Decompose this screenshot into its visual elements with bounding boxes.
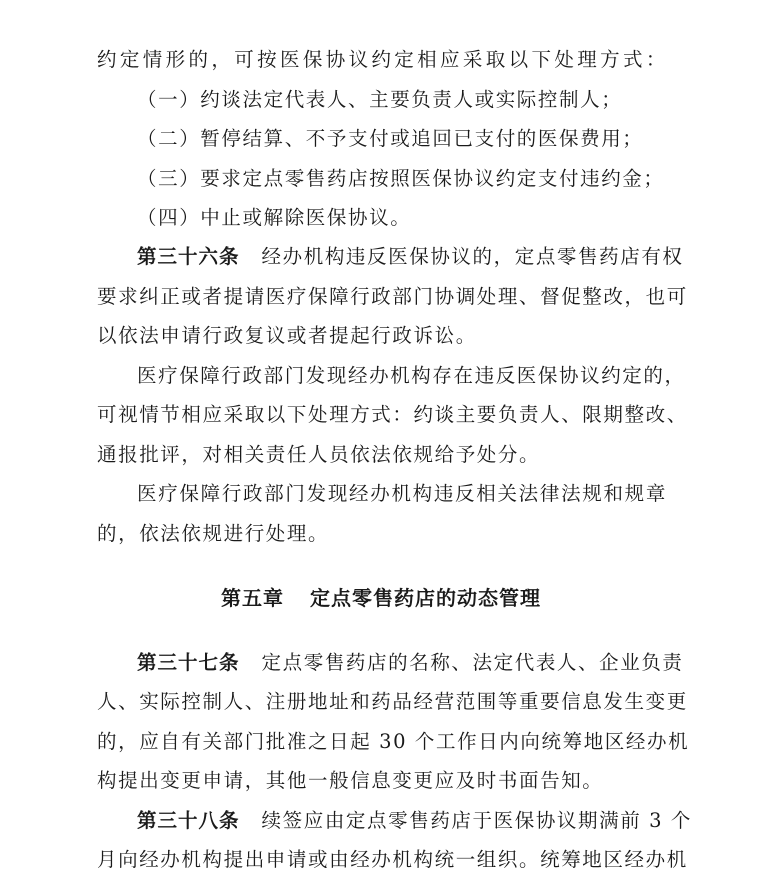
article-36-first-line xyxy=(137,245,684,269)
article-37-line-2: 人、实际控制人、注册地址和药品经营范围等重要信息发生变更 xyxy=(97,690,688,713)
article-36-line-3: 以依法申请行政复议或者提起行政诉讼。 xyxy=(97,324,477,347)
list-item-3: （三）要求定点零售药店按照医保协议约定支付违约金； xyxy=(137,167,665,190)
paragraph-3-line-2: 的，依法依规进行处理。 xyxy=(97,522,330,545)
article-38-line-2: 月向经办机构提出申请或由经办机构统一组织。统筹地区经办机 xyxy=(97,848,688,871)
article-37-text: 定点零售药店的名称、法定代表人、企业负责 xyxy=(261,651,684,674)
chapter-number: 第五章 xyxy=(221,586,284,610)
chapter-heading xyxy=(0,585,762,611)
article-37-line-3: 的，应自有关部门批准之日起 30 个工作日内向统筹地区经办机 xyxy=(97,730,690,753)
article-38-first-line xyxy=(137,809,693,833)
article-37-label: 第三十七条 xyxy=(137,651,240,674)
text-line: 约定情形的，可按医保协议约定相应采取以下处理方式： xyxy=(97,48,667,71)
article-36-label: 第三十六条 xyxy=(137,245,240,268)
chapter-title: 定点零售药店的动态管理 xyxy=(310,586,541,610)
article-36-line-2: 要求纠正或者提请医疗保障行政部门协调处理、督促整改，也可 xyxy=(97,285,688,308)
article-36-text: 经办机构违反医保协议的，定点零售药店有权 xyxy=(261,245,684,268)
article-37-line-4: 构提出变更申请，其他一般信息变更应及时书面告知。 xyxy=(97,769,604,792)
paragraph-2-line-1: 医疗保障行政部门发现经办机构存在违反医保协议约定的， xyxy=(137,364,686,387)
list-item-4: （四）中止或解除医保协议。 xyxy=(137,206,412,229)
article-37-first-line xyxy=(137,651,684,675)
article-38-text: 续签应由定点零售药店于医保协议期满前 3 个 xyxy=(261,809,693,832)
paragraph-2-line-3: 通报批评，对相关责任人员依法依规给予处分。 xyxy=(97,443,541,466)
list-item-1: （一）约谈法定代表人、主要负责人或实际控制人； xyxy=(137,88,623,111)
article-38-label: 第三十八条 xyxy=(137,809,240,832)
paragraph-3-line-1: 医疗保障行政部门发现经办机构违反相关法律法规和规章 xyxy=(137,482,667,505)
list-item-2: （二）暂停结算、不予支付或追回已支付的医保费用； xyxy=(137,127,644,150)
paragraph-2-line-2: 可视情节相应采取以下处理方式：约谈主要负责人、限期整改、 xyxy=(97,403,688,426)
